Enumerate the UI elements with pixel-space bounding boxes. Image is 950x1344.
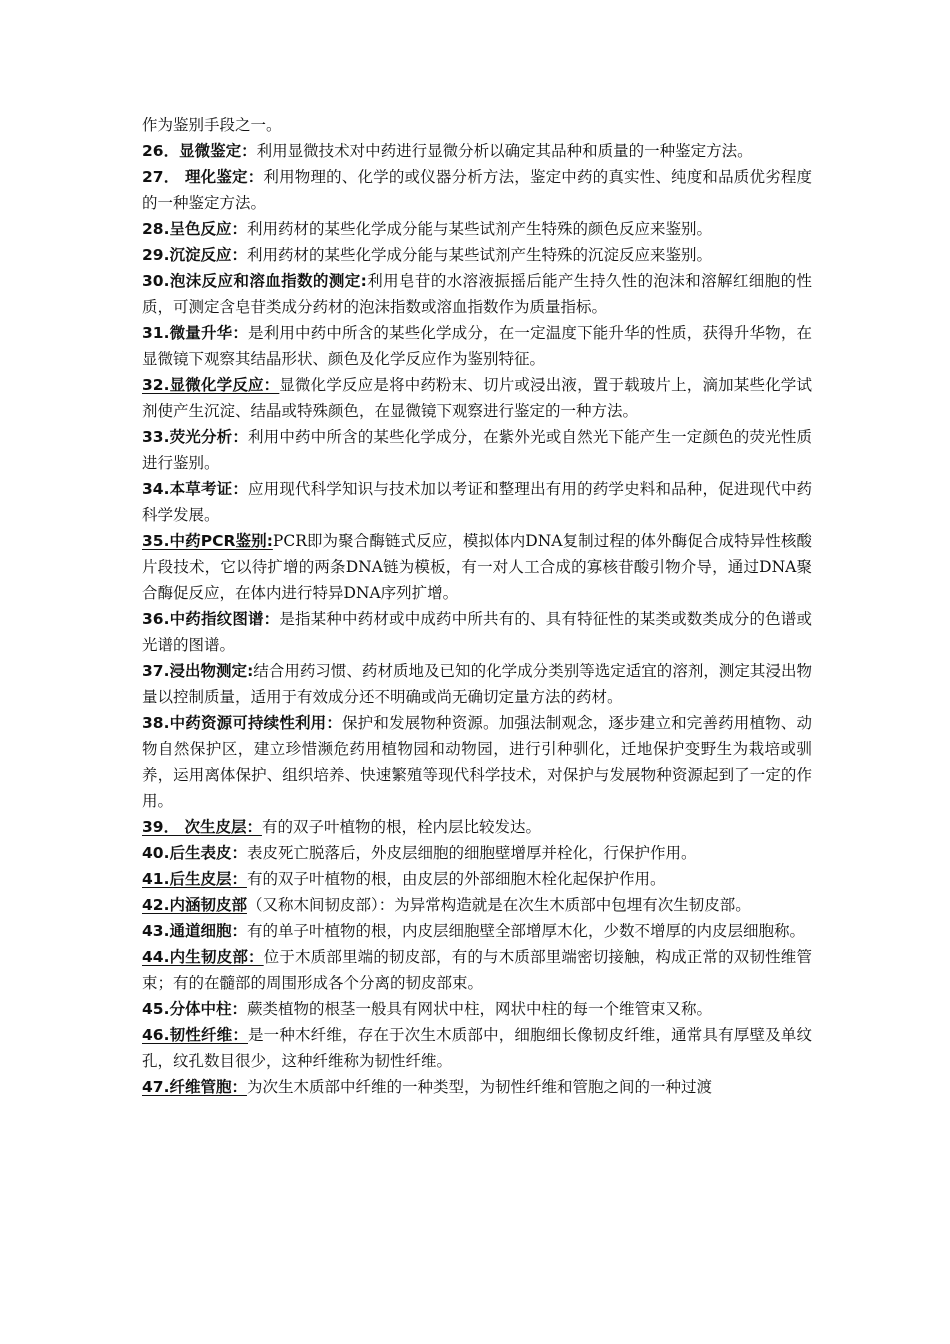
definition-text: 有的双子叶植物的根，由皮层的外部细胞木栓化起保护作用。	[246, 870, 666, 888]
definition-term: 34.本草考证：	[142, 480, 248, 498]
definition-entry	[142, 320, 812, 372]
definition-text: 应用现代科学知识与技术加以考证和整理出有用的药学史料和品种，促进现代中药科学发展。	[142, 480, 812, 524]
definition-term: 29.沉淀反应：	[142, 246, 247, 264]
definition-text: 利用中药中所含的某些化学成分，在紫外光或自然光下能产生一定颜色的荧光性质进行鉴别。	[142, 428, 812, 472]
definition-entry	[142, 606, 812, 658]
definition-text: 是利用中药中所含的某些化学成分，在一定温度下能升华的性质，获得升华物，在显微镜下观察其结晶形状、颜色及化学反应作为鉴别特征。	[142, 324, 812, 368]
definition-text: 是一种木纤维，存在于次生木质部中，细胞细长像韧皮纤维，通常具有厚壁及单纹孔，纹孔数目很少，这种纤维称为韧性纤维。	[142, 1026, 812, 1070]
definition-term: 33.荧光分析：	[142, 428, 248, 446]
definition-entry	[142, 1074, 812, 1100]
definition-term: 41.后生皮层：	[142, 870, 247, 888]
definition-entry	[142, 1022, 812, 1074]
definition-term: 36.中药指纹图谱：	[142, 610, 280, 628]
definition-entry	[142, 216, 812, 242]
definition-term: 32.显微化学反应：	[142, 376, 280, 394]
definition-entry	[142, 476, 812, 528]
definition-text: 位于木质部里端的韧皮部，有的与木质部里端密切接触，构成正常的双韧性维管束；有的在髓部的周围形成各个分离的韧皮部束。	[142, 948, 812, 992]
definition-term: 27． 理化鉴定：	[142, 168, 264, 186]
definition-term: 30.泡沫反应和溶血指数的测定:	[142, 272, 367, 290]
definition-entry	[142, 866, 812, 892]
definition-text: （又称木间韧皮部）：为异常构造就是在次生木质部中包埋有次生韧皮部。	[246, 896, 751, 914]
definition-entry	[142, 996, 812, 1022]
definition-term: 42.内涵韧皮部	[142, 896, 247, 914]
definition-entry	[142, 268, 812, 320]
definition-text: 利用药材的某些化学成分能与某些试剂产生特殊的颜色反应来鉴别。	[246, 220, 712, 238]
definition-entry	[142, 814, 812, 840]
definition-text: 蕨类植物的根茎一般具有网状中柱，网状中柱的每一个维管束又称。	[246, 1000, 712, 1018]
definition-entry	[142, 164, 812, 216]
definition-entry	[142, 528, 812, 606]
definition-entry	[142, 840, 812, 866]
definition-text: 利用药材的某些化学成分能与某些试剂产生特殊的沉淀反应来鉴别。	[246, 246, 712, 264]
definition-term: 40.后生表皮：	[142, 844, 247, 862]
definition-term: 44.内生韧皮部：	[142, 948, 264, 966]
definition-term: 47.纤维管胞：	[142, 1078, 247, 1096]
definition-text: 是指某种中药材或中成药中所共有的、具有特征性的某类或数类成分的色谱或光谱的图谱。	[142, 610, 812, 654]
definition-text: 结合用药习惯、药材质地及已知的化学成分类别等选定适宜的溶剂，测定其浸出物量以控制质量，适用于有效成分还不明确或尚无确切定量方法的药材。	[142, 662, 812, 706]
definition-text: 有的单子叶植物的根，内皮层细胞壁全部增厚木化，少数不增厚的内皮层细胞称。	[246, 922, 805, 940]
document-page	[142, 112, 812, 1100]
definition-term: 35.中药PCR鉴别:	[142, 532, 273, 550]
definition-text: 利用显微技术对中药进行显微分析以确定其品种和质量的一种鉴定方法。	[256, 142, 753, 160]
definition-text: 有的双子叶植物的根，栓内层比较发达。	[261, 818, 541, 836]
definition-entry	[142, 710, 812, 814]
definition-text: 利用皂苷的水溶液振摇后能产生持久性的泡沫和溶解红细胞的性质，可测定含皂苷类成分药材的泡沫指数或溶血指数作为质量指标。	[142, 272, 812, 316]
definition-term: 28.呈色反应：	[142, 220, 247, 238]
definition-entry	[142, 138, 812, 164]
definition-text: 作为鉴别手段之一。	[142, 116, 282, 134]
definition-text: 表皮死亡脱落后，外皮层细胞的细胞壁增厚并栓化，行保护作用。	[246, 844, 697, 862]
definition-entry	[142, 242, 812, 268]
definition-text: 为次生木质部中纤维的一种类型，为韧性纤维和管胞之间的一种过渡	[246, 1078, 712, 1096]
definition-entry	[142, 944, 812, 996]
definition-term: 26．显微鉴定：	[142, 142, 257, 160]
definition-entry	[142, 112, 812, 138]
definition-term: 39． 次生皮层：	[142, 818, 262, 836]
definition-entry	[142, 918, 812, 944]
definition-entry	[142, 658, 812, 710]
definition-term: 46.韧性纤维：	[142, 1026, 248, 1044]
definition-entry	[142, 372, 812, 424]
definition-text: 利用物理的、化学的或仪器分析方法，鉴定中药的真实性、纯度和品质优劣程度的一种鉴定方法。	[142, 168, 812, 212]
definition-term: 37.浸出物测定:	[142, 662, 254, 680]
definition-text: 保护和发展物种资源。加强法制观念，逐步建立和完善药用植物、动物自然保护区，建立珍惜濒危药用植物园和动物园，进行引种驯化，迁地保护变野生为栽培或驯养，运用离体保护、组织培养、快速繁殖等现代科学技术，对保护与发展物种资源起到了一定的作用。	[142, 714, 812, 810]
definition-entry	[142, 424, 812, 476]
definition-text: 显微化学反应是将中药粉末、切片或浸出液，置于载玻片上，滴加某些化学试剂使产生沉淀、结晶或特殊颜色，在显微镜下观察进行鉴定的一种方法。	[142, 376, 812, 420]
definition-term: 45.分体中柱：	[142, 1000, 247, 1018]
definition-text: PCR即为聚合酶链式反应，模拟体内DNA复制过程的体外酶促合成特异性核酸片段技术，它以待扩增的两条DNA链为模板，有一对人工合成的寡核苷酸引物介导，通过DNA聚合酶促反应，在体内进行特异DNA序列扩增。	[142, 532, 812, 602]
definition-term: 31.微量升华：	[142, 324, 248, 342]
definition-entry	[142, 892, 812, 918]
definition-term: 38.中药资源可持续性利用：	[142, 714, 343, 732]
definition-term: 43.通道细胞：	[142, 922, 247, 940]
